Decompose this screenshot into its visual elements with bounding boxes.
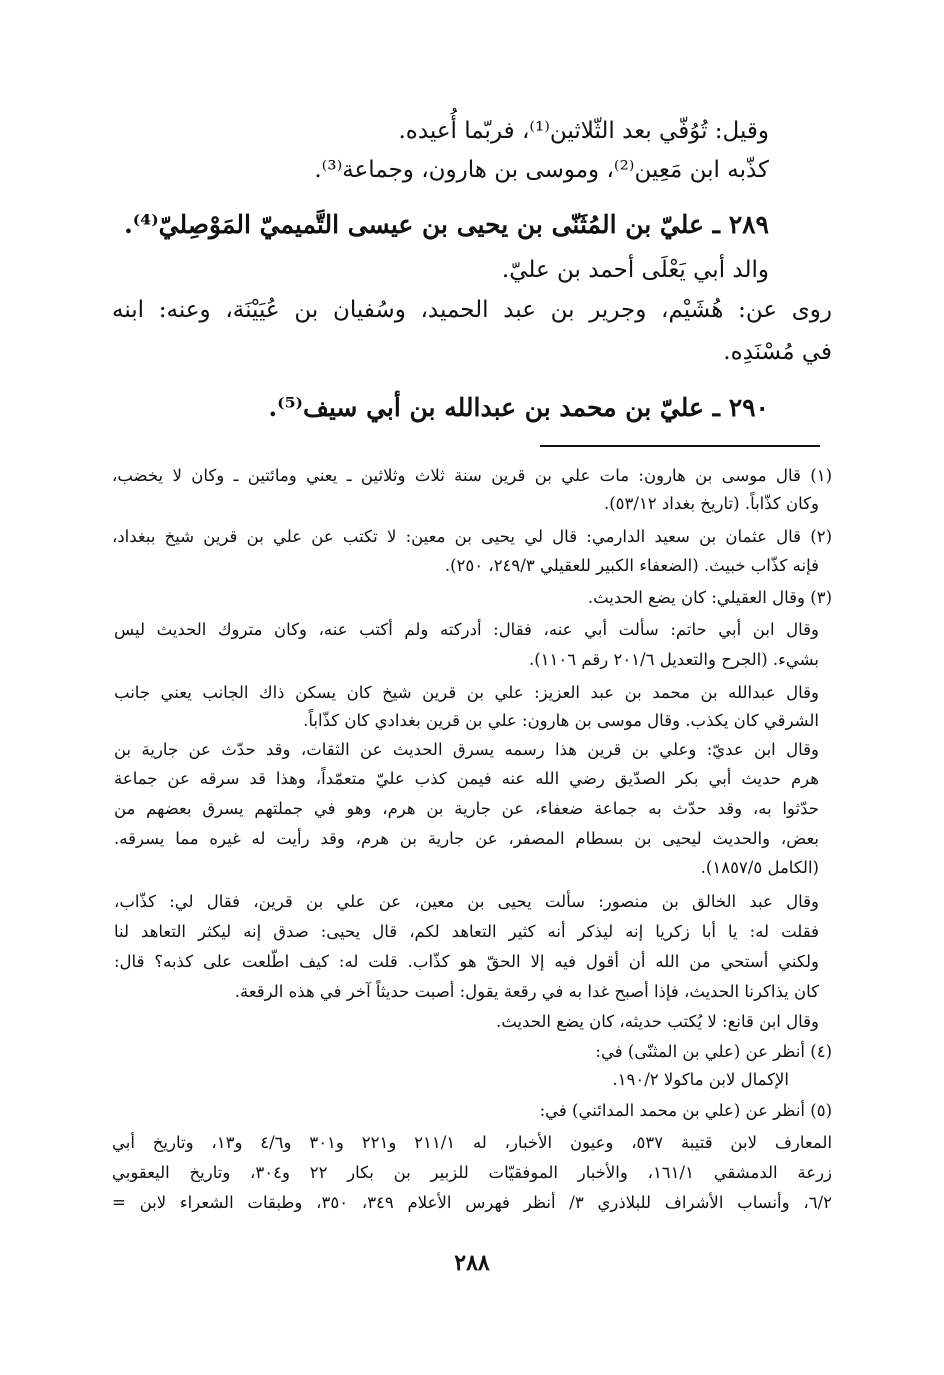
- footnote-3-line-13: ولكني أستحي من الله أن أقول فيه إلا الحقّ هو كذّاب. قلت له: كيف اطّلعت على كذبه؟ قال:: [114, 952, 819, 971]
- footnote-1-line-1: (١) قال موسى بن هارون: مات علي بن قرين سنة ثلاث وثلاثين ـ يعني ومائتين ـ وكان لا يخضب،: [112, 466, 832, 485]
- footnote-5-line-2: المعارف لابن قتيبة ٥٣٧، وعيون الأخبار، له ٢١١/١ و٢٢١ و٣٠١ و٤/٦ و١٣، وتاريخ أبي: [112, 1133, 833, 1152]
- footnote-3-line-15: وقال ابن قانع: لا يُكتب حديثه، كان يضع الحديث.: [496, 1012, 819, 1031]
- footnote-3-line-7: هرم حديث أبي بكر الصدّيق رضي الله عنه فيمن كذب عليّ متعمّداً، وهذا قد سرقه عن جماعة: [114, 769, 819, 788]
- footnote-1-line-2: وكان كذّاباً. (تاريخ بغداد ٥٣/١٢).: [603, 494, 819, 513]
- footnote-3-line-12: فقلت له: يا أبا زكريا إنه ليذكر أنه كثير التعاهد لكم، قال يحيى: صدق إنه ليكثر التعاهد لنا: [114, 922, 819, 941]
- footnote-3-line-14: كان يذاكرنا الحديث، فإذا أصبح غدا به في رقعة يقول: أصبت حديثاً آخر في هذه الرقعة.: [234, 982, 819, 1001]
- footnote-2-line-1: (٢) قال عثمان بن سعيد الدارمي: قال لي يحيى بن معين: لا تكتب عن علي بن قرين شيخ ببغداد،: [112, 527, 832, 546]
- footnote-5-line-3: زرعة الدمشقي ١٦١/١، والأخبار الموفقيّات للزبير بن بكار ٢٢ و٣٠٤، وتاريخ اليعقوبي: [112, 1163, 832, 1182]
- footnote-3-line-5: الشرقي كان يكذب. وقال موسى بن هارون: علي بن قرين بغدادي كان كذّاباً.: [303, 711, 819, 730]
- entry-290-heading: ٢٩٠ ـ عليّ بن محمد بن عبدالله بن أبي سيف⁽⁵⁾.: [268, 393, 769, 422]
- footnote-separator: [540, 445, 820, 447]
- footnote-3-line-1: (٣) وقال العقيلي: كان يضع الحديث.: [587, 588, 832, 607]
- footnote-2-line-2: فإنه كذّاب خبيث. (الضعفاء الكبير للعقيلي ٢٤٩/٣، ٢٥٠).: [444, 556, 819, 575]
- footnote-3-line-3: بشيء. (الجرح والتعديل ٢٠١/٦ رقم ١١٠٦).: [528, 650, 819, 669]
- main-line-1: وقيل: تُوُفّي بعد الثّلاثين⁽¹⁾، فربّما أُعيده.: [398, 118, 769, 144]
- footnote-3-line-6: وقال ابن عديّ: وعلي بن قرين هذا رسمه يسرق الحديث عن الثقات، وقد حدّث عن جارية بن: [114, 740, 819, 759]
- footnote-3-line-11: وقال عبد الخالق بن منصور: سألت يحيى بن معين، عن علي بن قرين، فقال لي: كذّاب،: [114, 892, 819, 911]
- footnote-3-line-9: بعض، والحديث ليحيى بن بسطام المصفر، عن جارية بن هرم، وقد رأيت له غيره مما يسرقه.: [114, 829, 819, 848]
- entry-289-heading: ٢٨٩ ـ عليّ بن المُثَنّى بن يحيى بن عيسى التَّميميّ المَوْصِليّ⁽⁴⁾.: [124, 210, 769, 239]
- footnote-3-line-2: وقال ابن أبي حاتم: سألت أبي عنه، فقال: أدركته ولم أكتب عنه، وكان متروك الحديث ليس: [114, 620, 819, 639]
- footnote-5-line-1: (٥) أنظر عن (علي بن محمد المدائني) في:: [539, 1101, 832, 1120]
- main-line-5: روى عن: هُشَيْم، وجرير بن عبد الحميد، وسُفيان بن عُيَيْنَة، وعنه: ابنه: [112, 297, 832, 323]
- main-line-4: والد أبي يَعْلَى أحمد بن عليّ.: [501, 257, 769, 283]
- footnote-3-line-8: حدّثوا به، وقد حدّث به جماعة ضعفاء، عن جارية بن هرم، وهو في جملتهم يسرق بعضهم من: [114, 799, 819, 818]
- footnote-5-line-4: ٦/٢، وأنساب الأشراف للبلاذري ٣/ أنظر فهرس الأعلام ٣٤٩، ٣٥٠، وطبقات الشعراء لابن =: [112, 1193, 832, 1212]
- footnote-3-line-10: (الكامل ١٨٥٧/٥).: [700, 858, 819, 877]
- footnote-4-line-1: (٤) أنظر عن (علي بن المثنّى) في:: [595, 1042, 832, 1061]
- page-number: ٢٨٨: [454, 1250, 490, 1276]
- main-line-2: كذّبه ابن مَعِين⁽²⁾، وموسى بن هارون، وجماعة⁽³⁾.: [314, 157, 769, 183]
- footnote-3-line-4: وقال عبدالله بن محمد بن عبد العزيز: علي بن قرين شيخ كان يسكن ذاك الجانب يعني جانب: [114, 683, 819, 702]
- main-line-6: في مُسْنَدِه.: [723, 339, 832, 365]
- footnote-4-line-2: الإكمال لابن ماكولا ١٩٠/٢.: [612, 1070, 789, 1089]
